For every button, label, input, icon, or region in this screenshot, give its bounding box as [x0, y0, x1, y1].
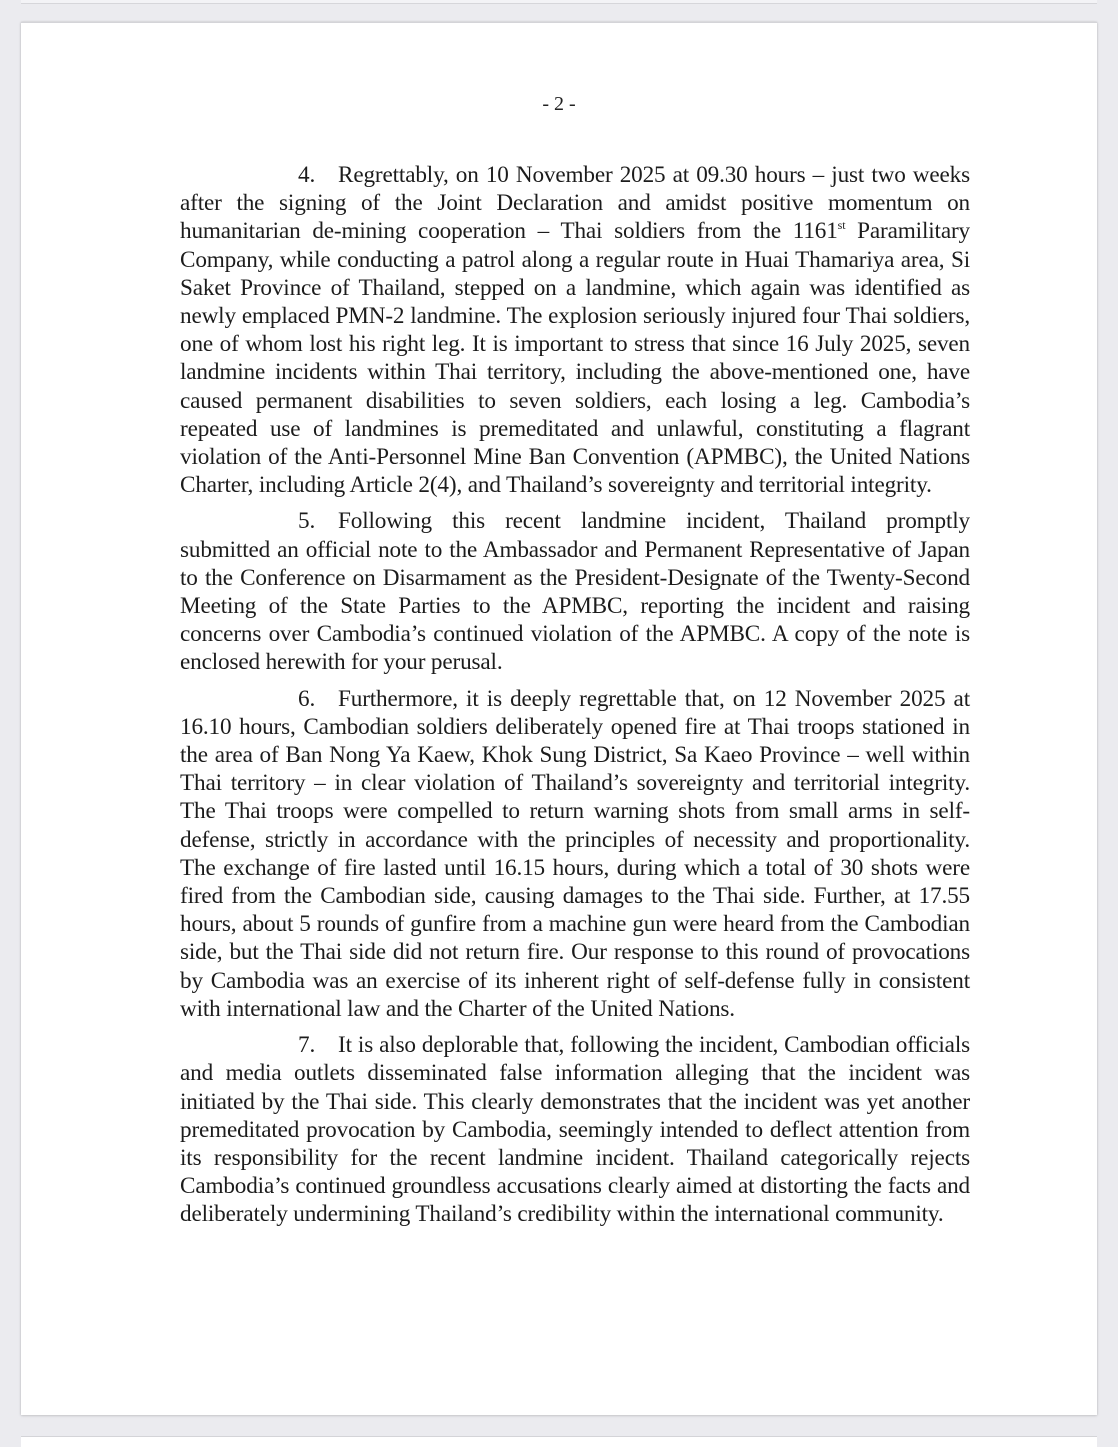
paragraph-5	[180, 507, 970, 676]
paragraph-number: 7.	[298, 1032, 316, 1059]
paragraph-number: 6.	[298, 685, 316, 712]
ordinal-suffix: st	[837, 218, 846, 233]
paragraph-4	[180, 161, 970, 499]
paragraph-number: 5.	[298, 508, 316, 535]
next-page-edge	[21, 1436, 1097, 1447]
paragraph-text-continued: Paramilitary Company, while conducting a patrol along a regular route in Huai Thamariya area, Si Saket Province of Thailand, stepped on a landmine, which again was identified as newly emplaced PMN-2 landmine. The explosion seriously injured four Thai soldiers, one of whom lost his right leg. It is important to stress that since 16 July 2025, seven landmine incidents within Thai territory, including the above-mentioned one, have caused permanent disabilities to seven soldiers, each losing a leg. Cambodia’s repeated use of landmines is premeditated and unlawful, constituting a flagrant violation of the Anti-Personnel Mine Ban Convention (APMBC), the United Nations Charter, including Article 2(4), and Thailand’s sovereignty and territorial integrity.	[180, 218, 970, 499]
paragraph-text: Following this recent landmine incident, Thailand promptly submitted an official note to the Ambassador and Permanent Representative of Japan to the Conference on Disarmament as the President-Designate of the Twenty-Second Meeting of the State Parties to the APMBC, reporting the incident and raising concerns over Cambodia’s continued violation of the APMBC. A copy of the note is enclosed herewith for your perusal.	[180, 508, 970, 676]
document-body	[180, 161, 970, 1237]
paragraph-text: It is also deplorable that, following the incident, Cambodian officials and media outlets disseminated false information alleging that the incident was initiated by the Thai side. This clearly demonstrates that the incident was yet another premeditated provocation by Cambodia, seemingly intended to deflect attention from its responsibility for the recent landmine incident. Thailand categorically rejects Cambodia’s continued groundless accusations clearly aimed at distorting the facts and deliberately undermining Thailand’s credibility within the international community.	[180, 1032, 970, 1228]
paragraph-6	[180, 685, 970, 1023]
document-page	[21, 22, 1097, 1415]
paragraph-number: 4.	[298, 162, 316, 188]
previous-page-edge	[21, 0, 1097, 4]
paragraph-text: Regrettably, on 10 November 2025 at 09.30 hours – just two weeks after the signing of the Joint Declaration and amidst positive momentum on humanitarian de-mining cooperation – Thai soldiers from the 1161	[180, 162, 970, 245]
page-number: - 2 -	[542, 93, 576, 115]
paragraph-text: Furthermore, it is deeply regrettable that, on 12 November 2025 at 16.10 hours, Cambodian soldiers deliberately opened fire at Thai troops stationed in the area of Ban Nong Ya Kaew, Khok Sung District, Sa Kaeo Province – well within Thai territory – in clear violation of Thailand’s sovereignty and territorial integrity. The Thai troops were compelled to return warning shots from small arms in self-defense, strictly in accordance with the principles of necessity and proportionality. The exchange of fire lasted until 16.15 hours, during which a total of 30 shots were fired from the Cambodian side, causing damages to the Thai side. Further, at 17.55 hours, about 5 rounds of gunfire from a machine gun were heard from the Cambodian side, but the Thai side did not return fire. Our response to this round of provocations by Cambodia was an exercise of its inherent right of self-defense fully in consistent with international law and the Charter of the United Nations.	[180, 685, 970, 1022]
paragraph-7	[180, 1031, 970, 1228]
